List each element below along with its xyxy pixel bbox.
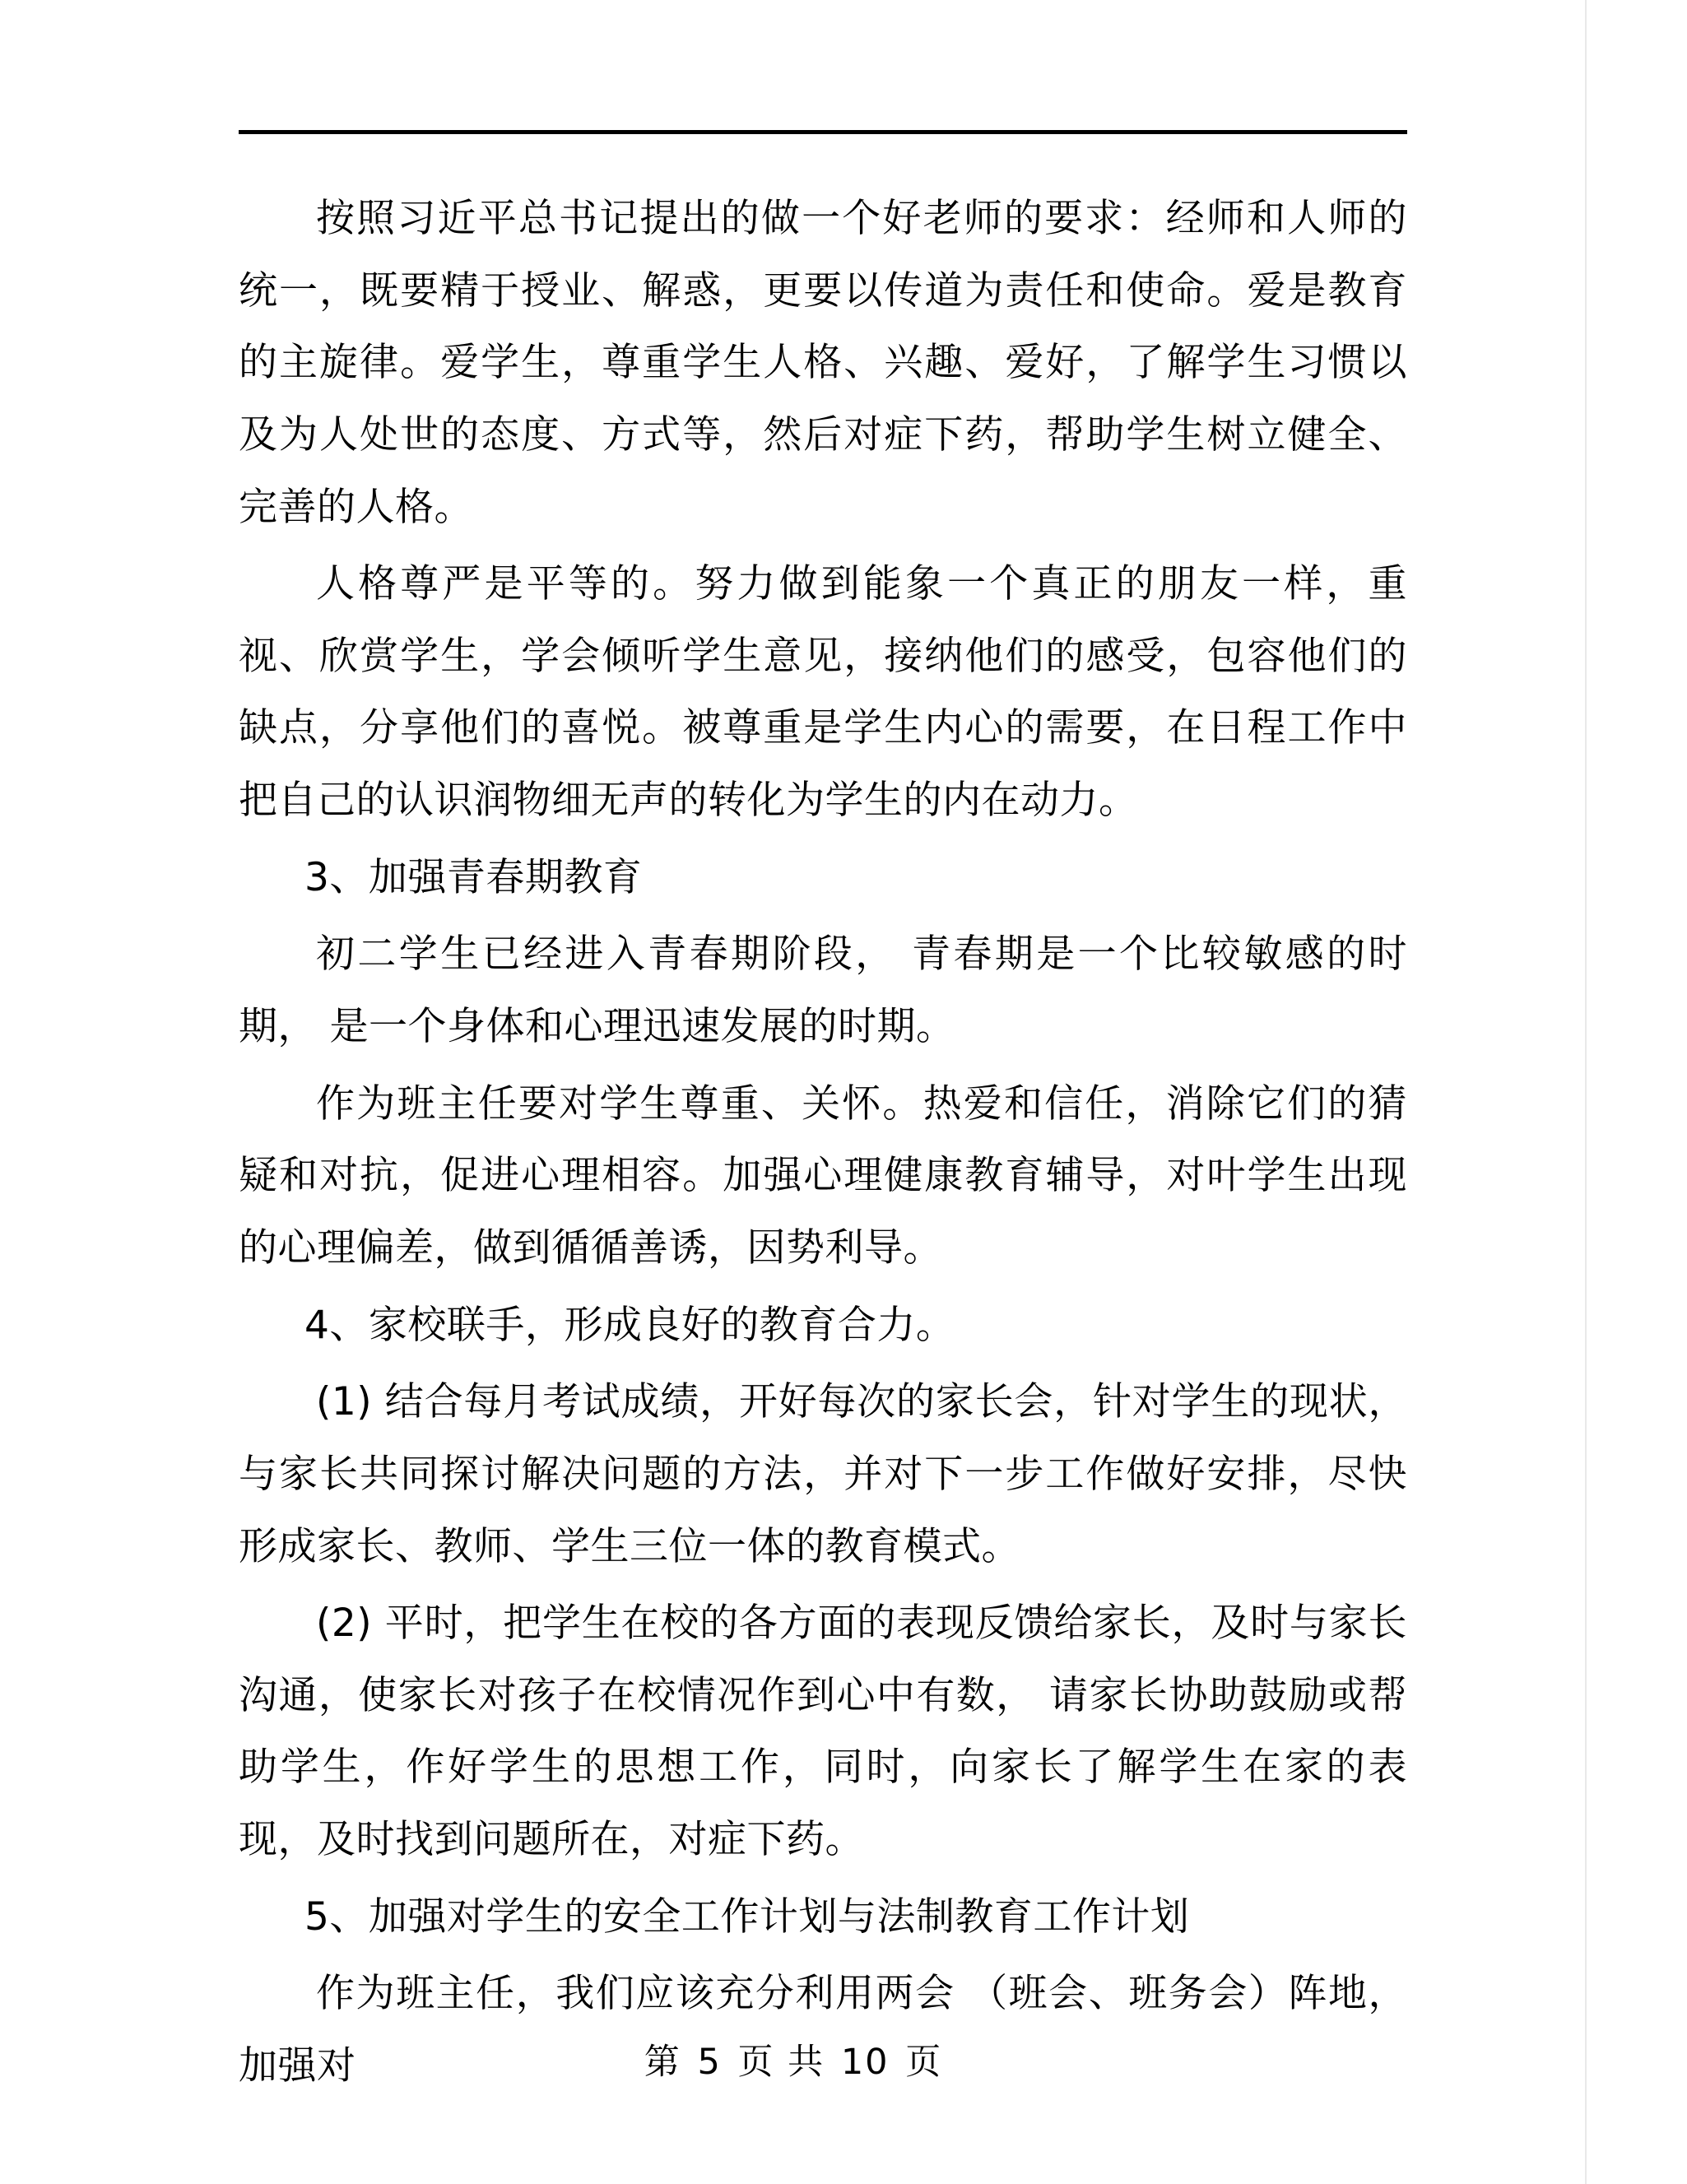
footer-total-pages: 10 bbox=[840, 2042, 890, 2083]
page-footer bbox=[0, 2034, 1587, 2084]
footer-prefix: 第 bbox=[644, 2042, 681, 2083]
heading-4-jiaxiao-lianshou: 4、家校联手，形成良好的教育合力。 bbox=[304, 1302, 955, 1348]
footer-current-page: 5 bbox=[697, 2042, 722, 2083]
footer-suffix: 页 bbox=[905, 2042, 943, 2083]
paragraph-p5: (1) 结合每月考试成绩，开好每次的家长会，针对学生的现状，与家长共同探讨解决问题的方法，并对下一步工作做好安排，尽快形成家长、教师、学生三位一体的教育模式。 bbox=[239, 1379, 1407, 1569]
heading-5-anquan-gongzuo: 5、加强对学生的安全工作计划与法制教育工作计划 bbox=[304, 1894, 1190, 1940]
paragraph-p7: 作为班主任，我们应该充分利用两会 （班会、班务会）阵地，加强对 bbox=[239, 1971, 1407, 2089]
footer-middle: 页 共 bbox=[737, 2042, 825, 2083]
paragraph-p1: 按照习近平总书记提出的做一个好老师的要求：经师和人师的统一，既要精于授业、解惑，更要以传道为责任和使命。爱是教育的主旋律。爱学生，尊重学生人格、兴趣、爱好，了解学生习惯以及为人处世的态度、方式等，然后对症下药，帮助学生树立健全、完善的人格。 bbox=[239, 196, 1407, 530]
paragraph-p2: 人格尊严是平等的。努力做到能象一个真正的朋友一样，重视、欣赏学生，学会倾听学生意见，接纳他们的感受，包容他们的缺点，分享他们的喜悦。被尊重是学生内心的需要，在日程工作中把自己的认识润物细无声的转化为学生的内在动力。 bbox=[239, 561, 1407, 824]
paragraph-p3: 初二学生已经进入青春期阶段， 青春期是一个比较敏感的时期， 是一个身体和心理迅速发展的时期。 bbox=[239, 932, 1407, 1050]
heading-3-qingchunqi: 3、加强青春期教育 bbox=[304, 854, 643, 900]
paragraph-p6: (2) 平时，把学生在校的各方面的表现反馈给家长，及时与家长沟通，使家长对孩子在校情况作到心中有数， 请家长协助鼓励或帮助学生，作好学生的思想工作，同时，向家长了解学生在家的表现，及时找到问题所在，对症下药。 bbox=[239, 1601, 1407, 1863]
body-text-column bbox=[239, 183, 1407, 2103]
paragraph-p4: 作为班主任要对学生尊重、关怀。热爱和信任，消除它们的猜疑和对抗，促进心理相容。加强心理健康教育辅导，对叶学生出现的心理偏差，做到循循善诱，因势利导。 bbox=[239, 1080, 1407, 1271]
page-edge-margin bbox=[1585, 0, 1687, 2184]
header-rule-divider bbox=[239, 130, 1407, 134]
